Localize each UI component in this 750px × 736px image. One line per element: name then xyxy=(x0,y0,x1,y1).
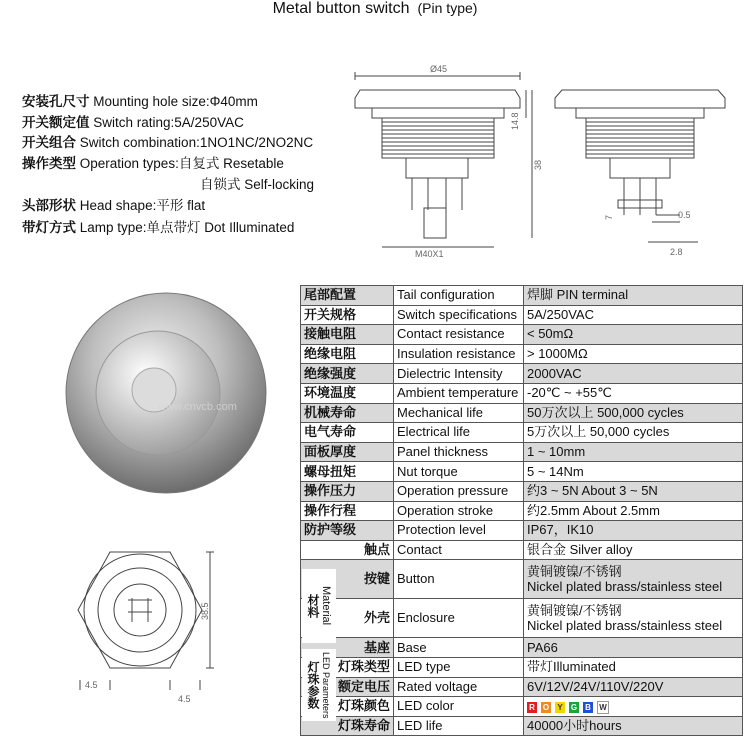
dim-4-5-right: 4.5 xyxy=(178,694,191,704)
product-photo xyxy=(58,285,278,505)
dim-thread: M40X1 xyxy=(415,249,444,259)
swatch-white: W xyxy=(597,701,609,714)
spec-item: 开关额定值 Switch rating:5A/250VAC xyxy=(22,115,244,130)
dim-38: 38 xyxy=(533,159,543,170)
dim-diameter-45: Ø45 xyxy=(430,64,448,74)
table-row: 开关规格 Switch specifications 5A/250VAC xyxy=(301,305,743,325)
table-row: 接触电阻 Contact resistance < 50mΩ xyxy=(301,325,743,345)
spec-item: 自锁式 Self-locking xyxy=(200,177,315,192)
table-row: 操作压力 Operation pressure 约3 ~ 5N About 3 ~ 5N xyxy=(301,481,743,501)
table-row: 灯珠颜色 LED color R O Y G B W xyxy=(301,697,743,717)
table-row: 灯珠寿命 LED life 40000小时hours xyxy=(301,716,743,736)
watermark: www.cnvcb.com xyxy=(158,401,237,413)
table-row: 环境温度 Ambient temperature -20℃ ~ +55℃ xyxy=(301,383,743,403)
front-view-drawing xyxy=(60,540,240,715)
spec-item: 带灯方式 Lamp type:单点带灯 Dot Illuminated xyxy=(22,220,295,235)
table-row: 外壳 Enclosure 黄铜镀镍/不锈钢 Nickel plated brass/stainless steel xyxy=(301,599,743,638)
led-color-swatches xyxy=(524,697,743,717)
spec-item: 开关组合 Switch combination:1NO1NC/2NO2NC xyxy=(22,135,314,150)
swatch-orange: O xyxy=(542,703,550,713)
swatch-blue: B xyxy=(583,702,593,713)
table-row: 尾部配置 Tail configuration 焊脚 PIN terminal xyxy=(301,286,743,306)
table-row: 绝缘电阻 Insulation resistance > 1000MΩ xyxy=(301,344,743,364)
side-view-drawing xyxy=(340,60,745,260)
spec-table xyxy=(300,285,743,736)
table-row: 额定电压 Rated voltage 6V/12V/24V/110V/220V xyxy=(301,677,743,697)
table-row: 触点 Contact 银合金 Silver alloy xyxy=(301,540,743,560)
swatch-green: G xyxy=(570,703,578,713)
table-row: 电气寿命 Electrical life 5万次以上 50,000 cycles xyxy=(301,423,743,443)
table-row: 螺母扭矩 Nut torque 5 ~ 14Nm xyxy=(301,462,743,482)
table-row: 机械寿命 Mechanical life 50万次以上 500,000 cycles xyxy=(301,403,743,423)
led-group-label: 灯珠参数 LED Parameters xyxy=(302,649,336,721)
spec-item: 头部形状 Head shape:平形 flat xyxy=(22,198,206,213)
table-row: 按键 Button 黄铜镀镍/不锈钢 Nickel plated brass/stainless steel xyxy=(301,560,743,599)
spec-item: 操作类型 Operation types:自复式 Resetable xyxy=(22,156,284,171)
page-title: Metal button switch (Pin type) xyxy=(272,0,478,17)
dim-7: 7 xyxy=(604,214,614,220)
dim-2-8: 2.8 xyxy=(670,247,683,257)
table-row: 灯珠类型 LED type 带灯Illuminated xyxy=(301,657,743,677)
swatch-yellow: Y xyxy=(555,702,565,713)
table-row: 绝缘强度 Dielectric Intensity 2000VAC xyxy=(301,364,743,384)
table-row: 面板厚度 Panel thickness 1 ~ 10mm xyxy=(301,442,743,462)
table-row: 防护等级 Protection level IP67，IK10 xyxy=(301,521,743,541)
dim-4-5-left: 4.5 xyxy=(85,680,98,690)
material-group-label: 材料 Material xyxy=(302,569,336,643)
swatch-red: R xyxy=(527,702,537,713)
table-row: 操作行程 Operation stroke 约2.5mm About 2.5mm xyxy=(301,501,743,521)
table-row: 基座 Base PA66 xyxy=(301,638,743,658)
spec-item: 安装孔尺寸 Mounting hole size:Φ40mm xyxy=(22,94,258,109)
dim-0-5: 0.5 xyxy=(678,210,691,220)
dim-38-5: 38.5 xyxy=(200,602,210,620)
dim-14-8: 14.8 xyxy=(510,112,520,130)
